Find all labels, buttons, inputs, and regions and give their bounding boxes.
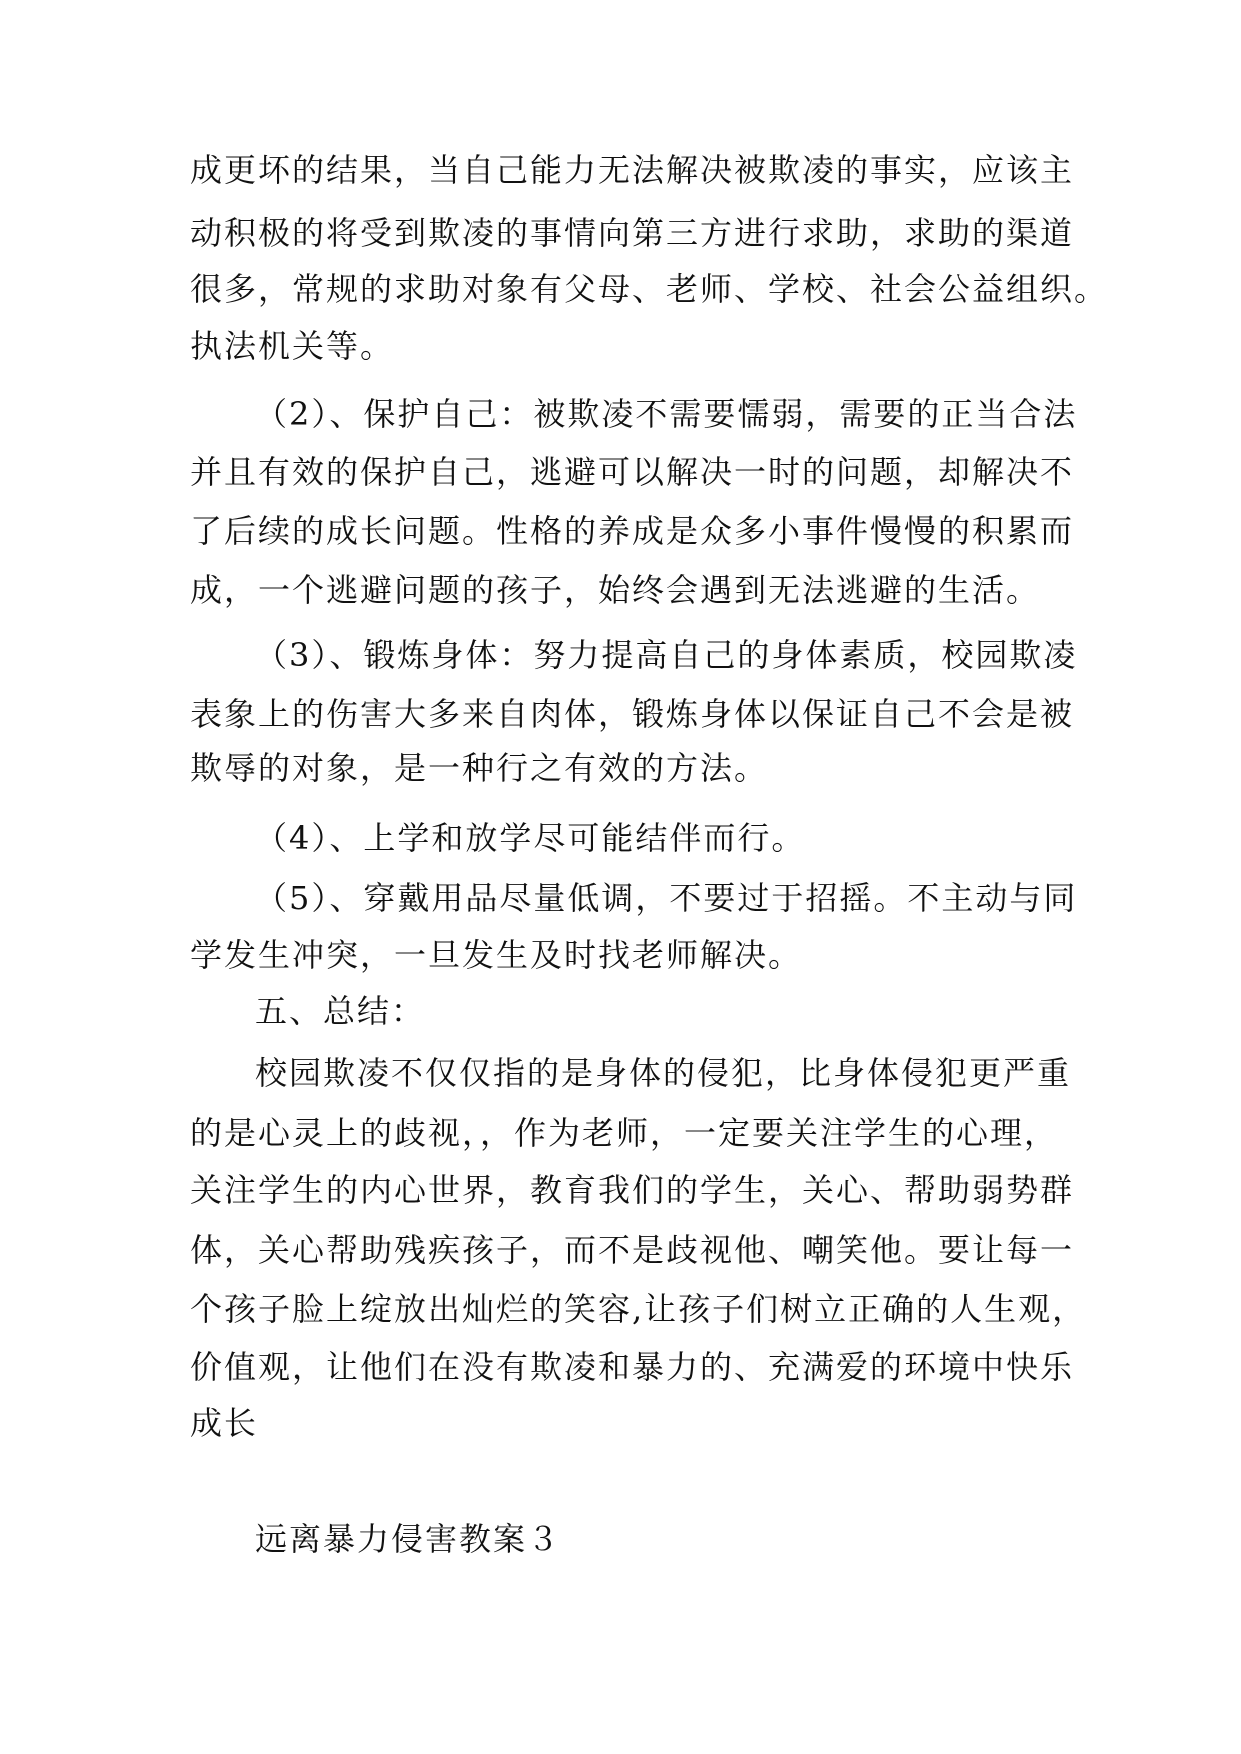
paragraph-line: 关注学生的内心世界，教育我们的学生，关心、帮助弱势群 [190,1171,1075,1209]
paragraph-line: 成长 [190,1404,259,1442]
paragraph-line: 的是心灵上的歧视，，作为老师，一定要关注学生的心理， [190,1114,1059,1152]
section-heading: 五、总结： [255,992,426,1030]
paragraph-line: 表象上的伤害大多来自肉体，锻炼身体以保证自己不会是被 [190,695,1075,733]
paragraph-line: 校园欺凌不仅仅指的是身体的侵犯，比身体侵犯更严重 [255,1054,1072,1092]
paragraph-line: 成，一个逃避问题的孩子，始终会遇到无法逃避的生活。 [190,571,1041,609]
paragraph-line: 并且有效的保护自己，逃避可以解决一时的问题，却解决不 [190,453,1075,491]
paragraph-line: （2）、保护自己：被欺凌不需要懦弱，需要的正当合法 [255,395,1078,433]
paragraph-line: 体，关心帮助残疾孩子，而不是歧视他、嘲笑他。要让每一 [190,1231,1075,1269]
paragraph-line: 个孩子脸上绽放出灿烂的笑容,让孩子们树立正确的人生观， [190,1290,1087,1328]
paragraph-line: （3）、锻炼身体：努力提高自己的身体素质，校园欺凌 [255,636,1078,674]
paragraph-line: 动积极的将受到欺凌的事情向第三方进行求助，求助的渠道 [190,214,1075,252]
next-section-title: 远离暴力侵害教案３ [255,1520,562,1558]
paragraph-line: 学发生冲突，一旦发生及时找老师解决。 [190,936,803,974]
paragraph-line: 很多，常规的求助对象有父母、老师、学校、社会公益组织。 [190,270,1109,308]
paragraph-line: 了后续的成长问题。性格的养成是众多小事件慢慢的积累而 [190,512,1075,550]
paragraph-line: 成更坏的结果，当自己能力无法解决被欺凌的事实，应该主 [190,151,1075,189]
paragraph-line: 执法机关等。 [190,327,395,365]
paragraph-line: 欺辱的对象，是一种行之有效的方法。 [190,749,769,787]
paragraph-line: （5）、穿戴用品尽量低调，不要过于招摇。不主动与同 [255,879,1078,917]
paragraph-line: 价值观，让他们在没有欺凌和暴力的、充满爱的环境中快乐 [190,1348,1075,1386]
paragraph-line: （4）、上学和放学尽可能结伴而行。 [255,819,806,857]
